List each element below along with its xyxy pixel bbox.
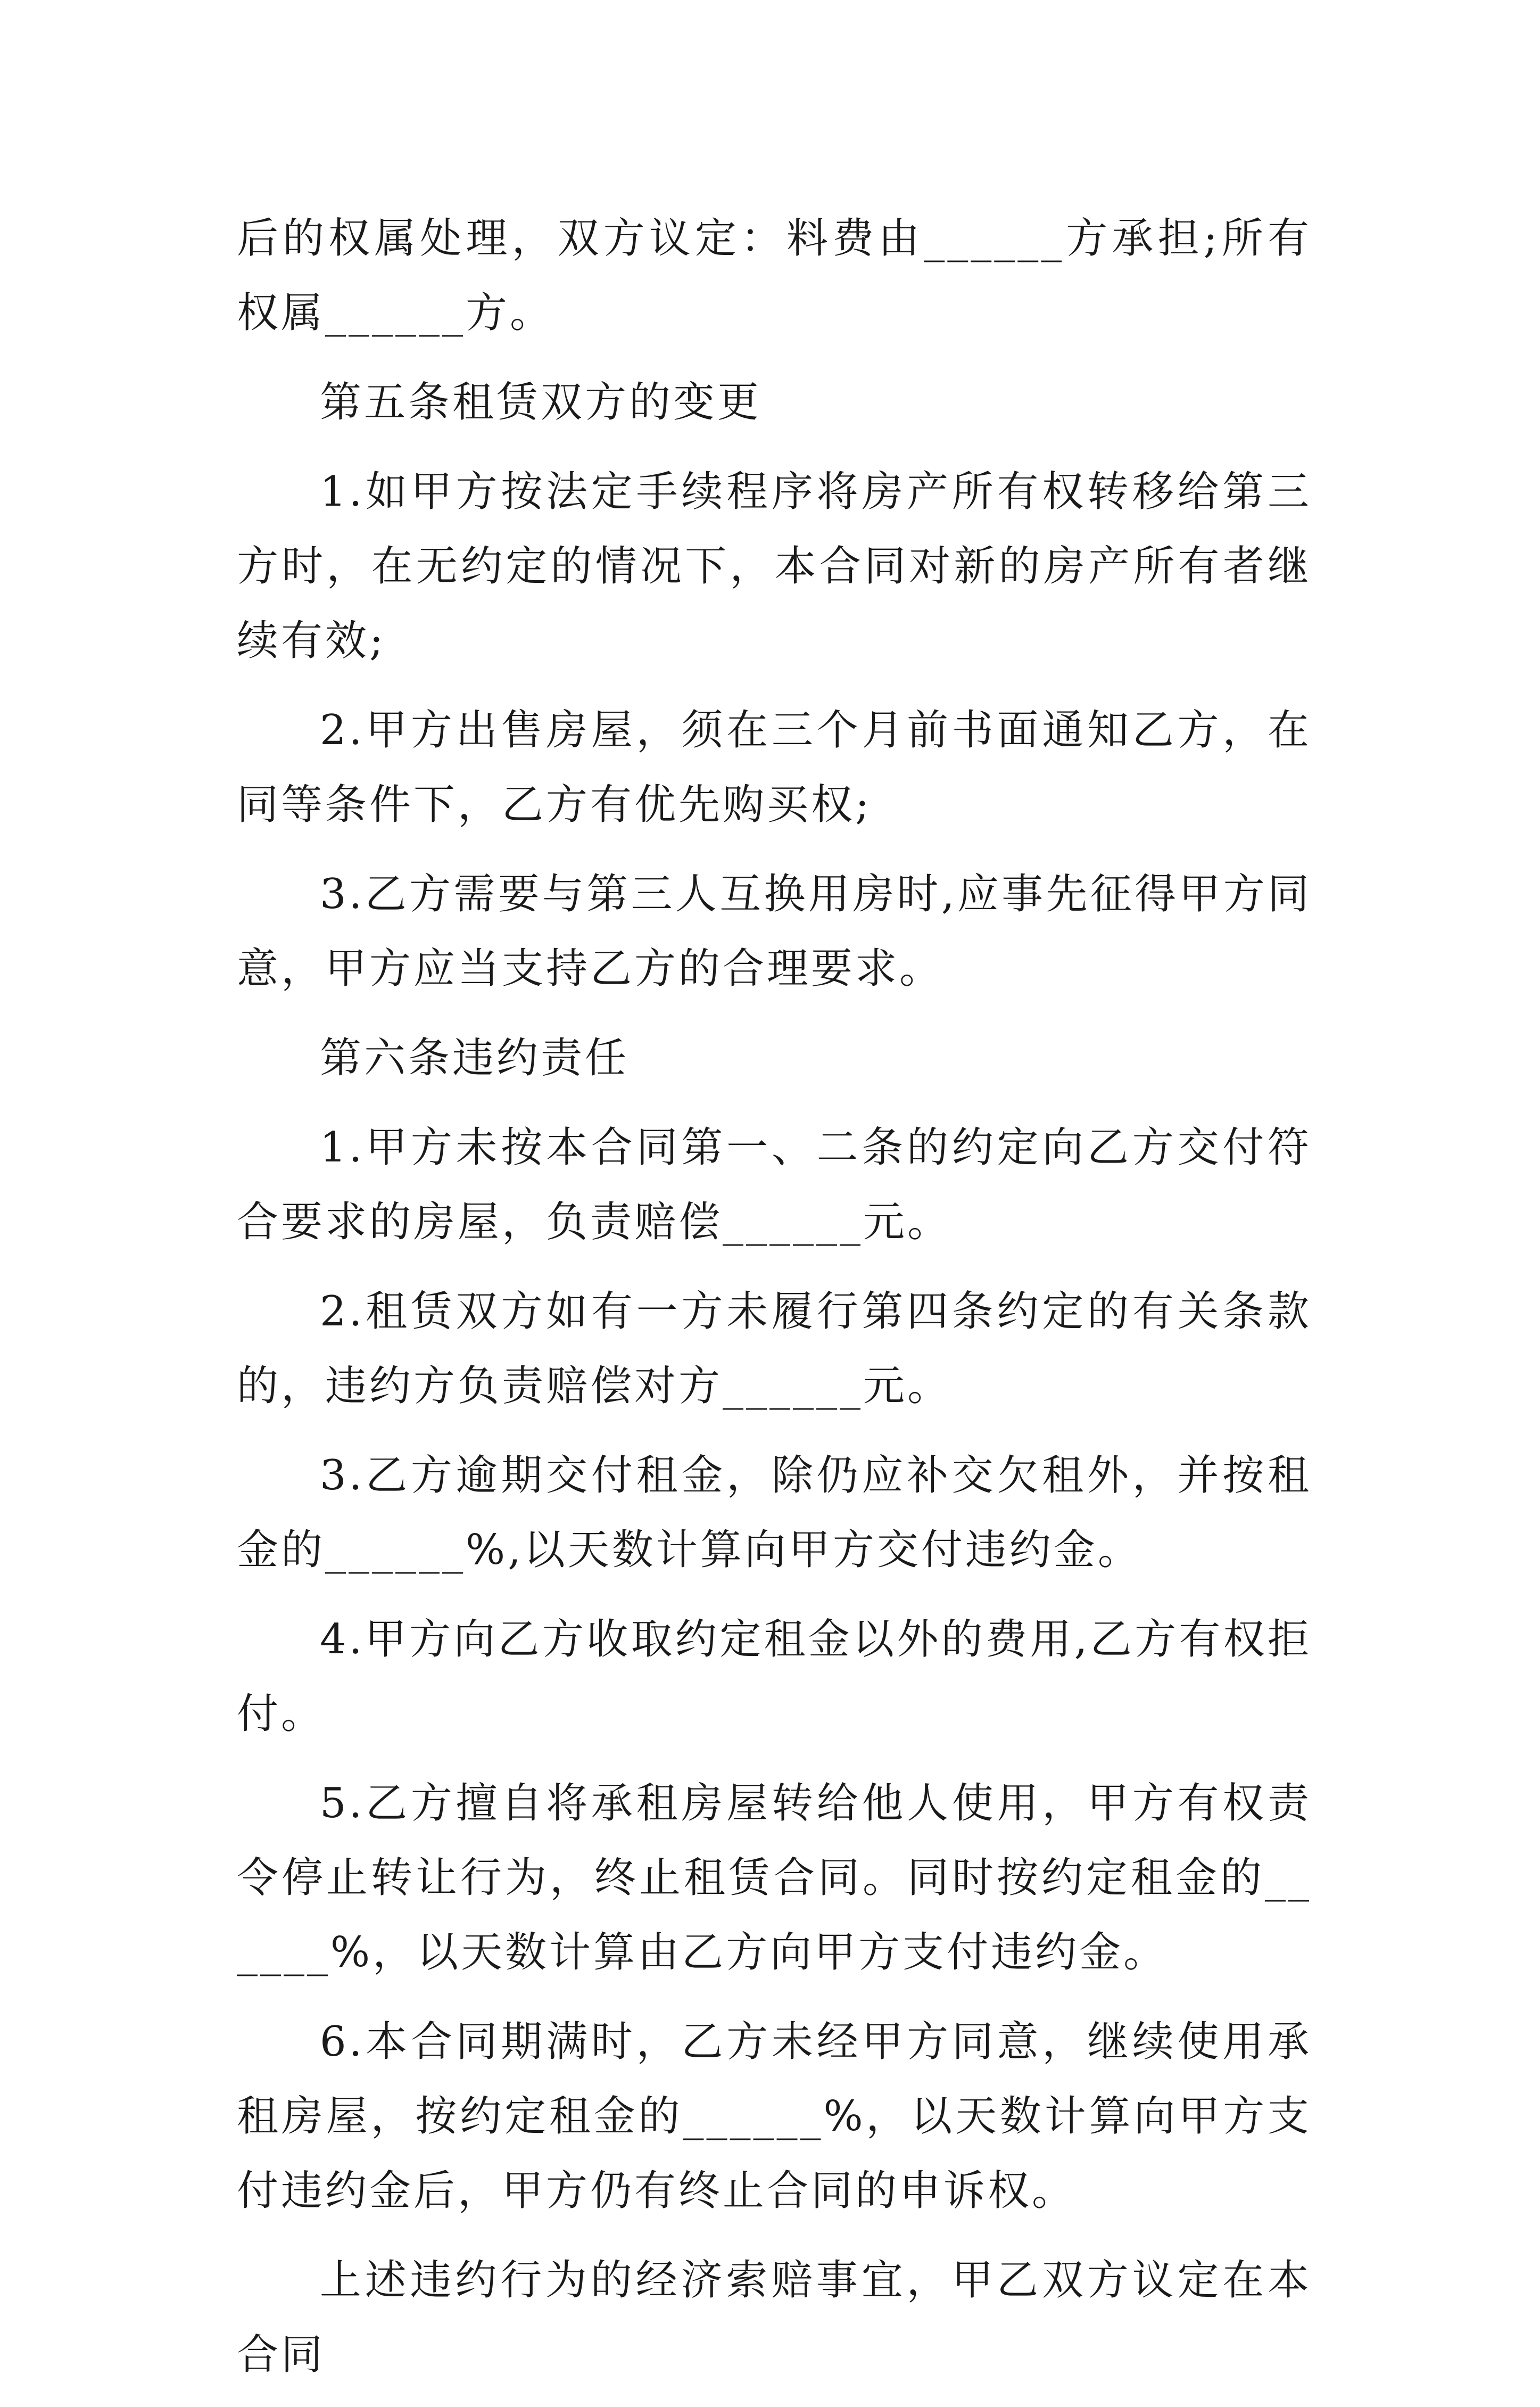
paragraph-article-5-item-3: 3.乙方需要与第三人互换用房时,应事先征得甲方同意，甲方应当支持乙方的合理要求。	[237, 870, 1312, 993]
paragraph-article-6-item-3: 3.乙方逾期交付租金，除仍应补交欠租外，并按租金的______%,以天数计算向甲方交付违约金。	[237, 1452, 1312, 1574]
section-heading-article-5: 第五条租赁双方的变更	[320, 378, 762, 426]
document-body	[237, 201, 1312, 2407]
paragraph-ownership-handling: 后的权属处理，双方议定：料费由______方承担;所有权属______方。	[237, 215, 1312, 337]
paragraph-article-6-item-2: 2.租赁双方如有一方未履行第四条约定的有关条款的，违约方负责赔偿对方______元。	[237, 1288, 1312, 1410]
paragraph-article-6-item-6: 6.本合同期满时，乙方未经甲方同意，继续使用承租房屋，按约定租金的______%，以天数计算向甲方支付违约金后，甲方仍有终止合同的申诉权。	[237, 2018, 1312, 2215]
paragraph-article-6-item-1: 1.甲方未按本合同第一、二条的约定向乙方交付符合要求的房屋，负责赔偿______元。	[237, 1124, 1312, 1246]
paragraph-article-6-item-4: 4.甲方向乙方收取约定租金以外的费用,乙方有权拒付。	[237, 1615, 1312, 1738]
section-heading-article-6: 第六条违约责任	[320, 1034, 630, 1082]
paragraph-claims-settlement: 上述违约行为的经济索赔事宜，甲乙双方议定在本合同	[237, 2256, 1312, 2379]
paragraph-article-5-item-2: 2.甲方出售房屋，须在三个月前书面通知乙方，在同等条件下，乙方有优先购买权;	[237, 706, 1312, 829]
paragraph-article-6-item-5: 5.乙方擅自将承租房屋转给他人使用，甲方有权责令停止转让行为，终止租赁合同。同时按约定租金的______%，以天数计算由乙方向甲方支付违约金。	[237, 1779, 1312, 1976]
paragraph-article-5-item-1: 1.如甲方按法定手续程序将房产所有权转移给第三方时，在无约定的情况下，本合同对新的房产所有者继续有效;	[237, 468, 1312, 665]
